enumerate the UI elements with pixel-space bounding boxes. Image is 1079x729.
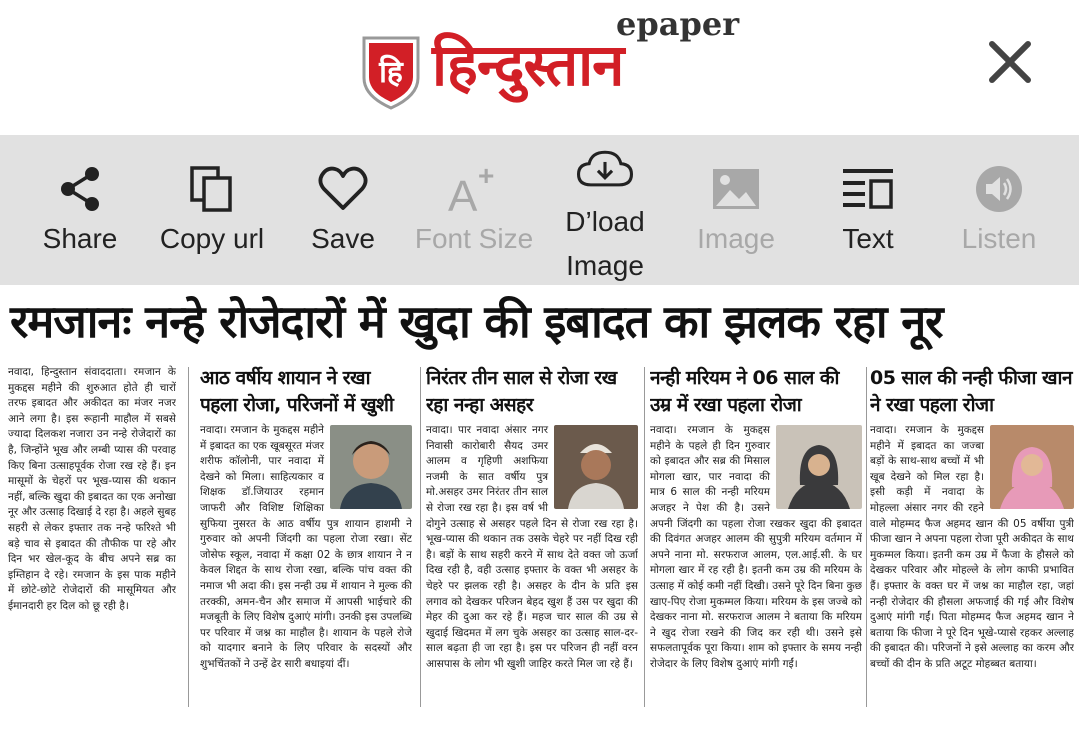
article-column-2 xyxy=(200,365,412,725)
column-1-body: नवादा, हिन्दुस्तान संवाददाता। रमजान के मुकद्दस महीने की शुरुआत होते ही चारों तरफ इबादत और अकीदत का मंजर नजर आने लगा है। इस रूहानी माहौल में सबसे ज्यादा दिलकश नजारा उन नन्हे रोजेदारों का है, जिन्होंने भूख और लम्बी प्यास की परवाह किए बिना उत्साहपूर्वक रोजा रख रहे हैं। इन मासूमों के चेहरों पर भूख-प्यास की थकान नहीं, बल्कि खुदा की इबादत का एक अनोखा नूर और उत्साह दिखाई दे रहा है। अहले सुबह सहरी से लेकर इफ्तार तक नन्हे फरिश्ते भी बड़े चाव से इबादत की तौफीक पा रहे और दिन भर खेल-कूद के बीच अपने सब्र का इम्तिहान दे रहे। रमजान के इस पाक महीने में छोटे-छोटे रोजेदारों की मासूमियत और ईमानदारी हर दिल को छू रही है। xyxy=(8,366,176,612)
hindustan-epaper-logo xyxy=(360,5,740,118)
image-button[interactable] xyxy=(676,135,796,285)
speaker-icon xyxy=(969,163,1029,215)
column-2-subhead: आठ वर्षीय शायान ने रखा पहला रोजा, परिजनों में खुशी xyxy=(200,367,394,416)
column-divider xyxy=(866,367,867,707)
image-icon xyxy=(706,163,766,215)
svg-text:+: + xyxy=(478,163,495,191)
column-5-subhead: 05 साल की नन्ही फीजा खान ने रखा पहला रोजा xyxy=(870,367,1073,416)
column-3-body: नवादा। पार नवादा अंसार नगर निवासी कारोबारी सैयद उमर आलम व गृहिणी अशफिया नजमी के सात वर्षीय पुत्र मो.असहर उमर निरंतर तीन साल से रोजा रख रहा है। इस वर्ष भी दोगुने उत्साह से असहर पहले दिन से रोजा रख रहा है। भूख-प्यास की थकान तक उसके चेहरे पर नहीं दिख रही है। बड़ों के साथ सहरी करने में साथ देते वक्त जो ऊर्जा दिख रही है, वही उत्साह इफ्तार के वक्त भी असहर के चेहरे पर झलक रही है। असहर के दीन के प्रति इस लगाव को देखकर परिजन बेहद खुश हैं उस पर खुदा की मेहर की दुआ कर रहे हैं। महज चार साल की उम्र से खुदाई खिदमत में लग चुके असहर का उत्साह साल-दर-साल बढ़ता ही जा रहा है। इस पर परिजन ही नहीं वरन आसपास के लोग भी खुशी जाहिर करते मिल जा रहे हैं। xyxy=(426,424,638,670)
article-clipping xyxy=(0,285,1079,729)
font-size-icon xyxy=(444,163,504,215)
column-5-body: नवादा। रमजान के मुकद्दस महीने में इबादत का जज्बा बड़ों के साथ-साथ बच्चों में भी खूब देखने को मिल रहा है। इसी कड़ी में नवादा के मोहल्ला अंसार नगर की रहने वाले मोहम्मद फैज अहमद खान की 05 वर्षीया पुत्री फीजा खान ने अपना पहला रोजा पूरी अकीदत के साथ मुकम्मल किया। इतनी कम उम्र में फैजा के हौसले को देखकर परिवार और मोहल्ले के लोग काफी प्रभावित हैं। इफ्तार के वक्त घर में जश्न का माहौल रहा, जहां नन्ही रोजेदार की हौसला अफजाई की गई और विशेष दुआएं मांगी गईं। पिता मोहम्मद फैज अहमद खान ने बताया कि फीजा ने पूरे दिन भूखे-प्यासे रहकर अल्लाह की इबादत की। परिजनों ने इसे अल्लाह का करम और बच्चों की दीन के प्रति अटूट मोहब्बत बताया। xyxy=(870,424,1074,670)
download-label-line1: D’load xyxy=(565,206,645,237)
close-icon[interactable] xyxy=(978,30,1042,94)
share-icon xyxy=(50,163,110,215)
font-size-button[interactable] xyxy=(414,135,534,285)
listen-label: Listen xyxy=(961,223,1037,254)
heart-icon xyxy=(313,163,373,215)
font-size-label: Font Size xyxy=(414,223,534,254)
action-toolbar xyxy=(0,135,1079,285)
text-button[interactable] xyxy=(808,135,928,285)
column-2-body: नवादा। रमजान के मुकद्दस महीने में इबादत का एक खूबसूरत मंजर शरीफ कॉलोनी, पार नवादा में देखने को मिला। साहित्यकार व शिक्षक डॉ.जियाउर रहमान जाफरी और विशिष्ट शिक्षिका सुफिया नुसरत के आठ वर्षीय पुत्र शायान हाशमी ने गुरुवार को अपनी जिंदगी का पहला रोजा रखा। सेंट जोसेफ स्कूल, नवादा में कक्षा 02 के छात्र शायान ने न केवल शिद्दत के साथ रोजा रखा, बल्कि पांच वक्त की नमाज भी अदा की। इस नन्ही उम्र में शायान ने मुल्क की तरक्की, अमन-चैन और समाज में आपसी भाईचारे की मजबूती के लिए विशेष दुआएं मांगी। उनकी इस उपलब्धि पर परिवार में जश्न का माहौल है। शायान के पहले रोजे को यादगार बनाने के लिए परिवार के सदस्यों और शुभचिंतकों ने उन्हें ढेर सारी बधाइयां दीं। xyxy=(200,424,412,670)
column-divider xyxy=(188,367,189,707)
epaper-label: epaper xyxy=(616,5,740,43)
article-column-5 xyxy=(870,365,1074,725)
share-label: Share xyxy=(42,223,118,254)
asahar-photo xyxy=(554,425,638,509)
article-column-1 xyxy=(8,365,176,725)
article-column-3 xyxy=(426,365,638,725)
copy-url-label: Copy url xyxy=(159,223,265,254)
svg-text:हि: हि xyxy=(379,55,403,90)
article-headline: रमजानः नन्हे रोजेदारों में खुदा की इबादत का झलक रहा नूर xyxy=(10,295,943,348)
app-header xyxy=(0,0,1079,135)
share-button[interactable] xyxy=(20,135,140,285)
column-divider xyxy=(644,367,645,707)
copy-icon xyxy=(182,163,242,215)
mariyam-photo xyxy=(776,425,862,509)
listen-button[interactable] xyxy=(939,135,1059,285)
text-layout-icon xyxy=(838,163,898,215)
save-button[interactable] xyxy=(283,135,403,285)
download-label-line2: Image xyxy=(566,250,644,281)
text-label: Text xyxy=(842,223,894,254)
download-image-button[interactable] xyxy=(545,135,665,285)
image-label: Image xyxy=(697,223,775,254)
download-image-label xyxy=(535,200,675,288)
fiza-photo xyxy=(990,425,1074,509)
article-column-4 xyxy=(650,365,862,725)
svg-text:A: A xyxy=(448,172,478,215)
column-4-body: नवादा। रमजान के मुकद्दस महीने के पहले ही दिन गुरुवार को इबादत और सब्र की मिसाल मोगला खार, पार नवादा की मात्र 6 साल की नन्ही मरियम अजहर ने पेश की है। उसने अपनी जिंदगी का पहला रोजा रखकर खुदा की इबादत की दिवंगत अजहर आलम की सुपुत्री मरियम वर्तमान में अपने नाना मो. सरफराज आलम, एल.आई.सी. के घर मोगला खार में रह रही है। इतनी कम उम्र की मरियम के उत्साह में कोई कमी नहीं दिखी। उसने पूरे दिन बिना कुछ खाए-पिए रोजा मुकम्मल किया। मरियम के इस जज्बे को देखकर नाना मो. सरफराज आलम ने बताया कि मरियम ने खुद रोजा रखने की जिद कर रही थी। उसने इसे सफलतापूर्वक पूरा किया। शाम को इफ्तार के समय नन्ही रोजेदार के लिए विशेष दुआएं मांगी गईं। xyxy=(650,424,862,670)
cloud-download-icon xyxy=(575,143,635,195)
brand-name: हिन्दुस्तान xyxy=(432,31,624,99)
column-4-subhead: नन्ही मरियम ने 06 साल की उम्र में रखा पहला रोजा xyxy=(650,367,839,416)
shield-logo-icon xyxy=(360,34,422,110)
copy-url-button[interactable] xyxy=(152,135,272,285)
column-divider xyxy=(420,367,421,707)
save-label: Save xyxy=(311,223,375,254)
shayan-photo xyxy=(330,425,412,509)
column-3-subhead: निरंतर तीन साल से रोजा रख रहा नन्हा असहर xyxy=(426,367,617,416)
